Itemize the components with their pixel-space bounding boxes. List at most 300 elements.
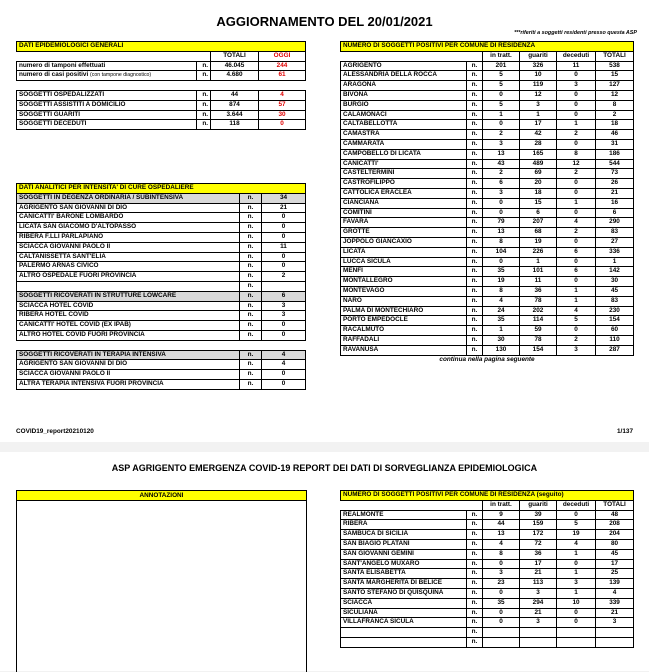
col-totali: TOTALI — [211, 51, 259, 61]
hospital-unit: n. — [240, 311, 262, 321]
general-today: 244 — [259, 61, 306, 71]
comune-total: 26 — [596, 179, 634, 189]
comune-deceased: 5 — [557, 520, 596, 530]
general-label-text: numero di tamponi effettuati — [19, 61, 106, 69]
comune-in-treatment: 0 — [483, 608, 520, 618]
comune-unit: n. — [467, 100, 483, 110]
comune-total: 4 — [596, 588, 634, 598]
general-unit: n. — [197, 90, 211, 100]
hospital-unit: n. — [240, 350, 262, 360]
comune-unit: n. — [467, 208, 483, 218]
comune-in-treatment: 104 — [483, 247, 520, 257]
comune-recovered: 119 — [520, 81, 557, 91]
comune-recovered: 3 — [520, 618, 557, 628]
general-label — [17, 120, 197, 130]
comune-unit: n. — [467, 569, 483, 579]
hospital-value: 34 — [262, 193, 306, 203]
comune-deceased: 0 — [557, 277, 596, 287]
comune-unit: n. — [467, 198, 483, 208]
hospital-unit: n. — [240, 203, 262, 213]
comune-deceased: 10 — [557, 598, 596, 608]
comune-name: CIANCIANA — [341, 198, 467, 208]
comune-in-treatment: 0 — [483, 198, 520, 208]
comune-name: NARO — [341, 296, 467, 306]
comune-in-treatment: 3 — [483, 188, 520, 198]
comune-recovered: 17 — [520, 559, 557, 569]
comune-total: 110 — [596, 335, 634, 345]
comune-unit: n. — [467, 618, 483, 628]
comune-name: SAMBUCA DI SICILIA — [341, 530, 467, 540]
comune-unit: n. — [467, 286, 483, 296]
comune-deceased: 8 — [557, 149, 596, 159]
comune-unit: n. — [467, 139, 483, 149]
comune-in-treatment: 0 — [483, 257, 520, 267]
general-row — [17, 81, 306, 91]
hospital-value: 2 — [262, 272, 306, 282]
comune-total: 8 — [596, 100, 634, 110]
comune-in-treatment: 4 — [483, 296, 520, 306]
general-row — [17, 61, 306, 71]
comune-total: 290 — [596, 218, 634, 228]
comune-unit: n. — [467, 588, 483, 598]
hospital-row — [17, 301, 306, 311]
comune-name: SAN BIAGIO PLATANI — [341, 539, 467, 549]
hospital-value: 21 — [262, 203, 306, 213]
comune-recovered: 326 — [520, 61, 557, 71]
comune-name: CASTELTERMINI — [341, 169, 467, 179]
hospital-label: ALTRO OSPEDALE FUORI PROVINCIA — [17, 272, 240, 282]
hospital-row — [17, 370, 306, 380]
comune-deceased: 2 — [557, 169, 596, 179]
hospital-label: SOGGETTI IN DEGENZA ORDINARIA / SUBINTENSIVA — [17, 193, 240, 203]
general-label-note: (con tampone diagnostico) — [90, 72, 152, 79]
hospital-unit: n. — [240, 252, 262, 262]
comune-in-treatment: 19 — [483, 277, 520, 287]
hospital-value: 0 — [262, 330, 306, 340]
comune-total: 25 — [596, 569, 634, 579]
comune-unit: n. — [467, 510, 483, 520]
comune-total: 12 — [596, 90, 634, 100]
general-unit: n. — [197, 61, 211, 71]
comune-recovered: 172 — [520, 530, 557, 540]
comune-recovered: 18 — [520, 188, 557, 198]
comune-recovered: 21 — [520, 608, 557, 618]
comune-deceased: 3 — [557, 579, 596, 589]
comune-in-treatment: 43 — [483, 159, 520, 169]
comune-total: 127 — [596, 81, 634, 91]
hospital-label: PALERMO ARNAS CIVICO — [17, 262, 240, 272]
general-label — [17, 71, 197, 81]
comune-unit: n. — [467, 326, 483, 336]
hospital-label: CALTANISSETTA SANT'ELIA — [17, 252, 240, 262]
general-header: DATI EPIDEMIOLOGICI GENERALI — [17, 42, 306, 52]
comune-deceased: 0 — [557, 208, 596, 218]
comune-deceased: 2 — [557, 130, 596, 140]
comune-name: SANTA MARGHERITA DI BELICE — [341, 579, 467, 589]
comune-unit: n. — [467, 539, 483, 549]
comune-in-treatment: 13 — [483, 228, 520, 238]
general-label-text: SOGGETTI ASSISTITI A DOMICILIO — [19, 100, 126, 108]
comune-in-treatment: 13 — [483, 149, 520, 159]
general-label-text: SOGGETTI OSPEDALIZZATI — [19, 90, 105, 98]
comune-name: VILLAFRANCA SICULA — [341, 618, 467, 628]
comune-total: 18 — [596, 120, 634, 130]
general-total: 4.680 — [211, 71, 259, 81]
comune-recovered: 12 — [520, 90, 557, 100]
comune-deceased: 0 — [557, 237, 596, 247]
comune-total: 83 — [596, 296, 634, 306]
comune-recovered: 21 — [520, 569, 557, 579]
comune-deceased: 0 — [557, 188, 596, 198]
comune-in-treatment: 35 — [483, 598, 520, 608]
comune-name: CATTOLICA ERACLEA — [341, 188, 467, 198]
general-unit: n. — [197, 120, 211, 130]
comune-unit: n. — [467, 559, 483, 569]
comune-row — [341, 218, 634, 228]
comune-in-treatment: 24 — [483, 306, 520, 316]
comune-deceased: 1 — [557, 286, 596, 296]
comune-unit: n. — [467, 628, 483, 638]
comune-row — [341, 277, 634, 287]
hospital-row — [17, 262, 306, 272]
report-page-2 — [0, 452, 649, 671]
comune-in-treatment: 0 — [483, 90, 520, 100]
comune-recovered: 68 — [520, 228, 557, 238]
comune-recovered: 28 — [520, 139, 557, 149]
comune-deceased: 1 — [557, 120, 596, 130]
hospital-unit: n. — [240, 321, 262, 331]
hospital-row — [17, 203, 306, 213]
comune-unit: n. — [467, 110, 483, 120]
comune-total — [596, 628, 634, 638]
hospital-unit: n. — [240, 291, 262, 301]
general-label-text: SOGGETTI GUARITI — [19, 110, 81, 118]
comune-total: 60 — [596, 326, 634, 336]
comune-in-treatment: 44 — [483, 520, 520, 530]
comune-deceased: 3 — [557, 81, 596, 91]
comune-total: 80 — [596, 539, 634, 549]
comune-deceased: 0 — [557, 326, 596, 336]
comune-recovered: 19 — [520, 237, 557, 247]
comuni-col-header: TOTALI — [596, 51, 634, 61]
comune-row — [341, 81, 634, 91]
comuni-col-header: in tratt. — [483, 51, 520, 61]
comune-in-treatment: 0 — [483, 208, 520, 218]
comune-name: JOPPOLO GIANCAXIO — [341, 237, 467, 247]
comune-name: LICATA — [341, 247, 467, 257]
hospital-row — [17, 232, 306, 242]
comune-in-treatment: 3 — [483, 139, 520, 149]
hospital-header: DATI ANALITICI PER INTENSITA' DI CURE OSPEDALIERE — [17, 184, 306, 194]
comune-in-treatment: 9 — [483, 510, 520, 520]
comune-unit: n. — [467, 90, 483, 100]
hospital-label — [17, 281, 240, 291]
comune-unit: n. — [467, 316, 483, 326]
hospital-row — [17, 281, 306, 291]
comuni-table-2 — [340, 490, 634, 648]
comune-recovered: 11 — [520, 277, 557, 287]
comune-unit: n. — [467, 179, 483, 189]
annotations-header: ANNOTAZIONI — [17, 491, 306, 501]
hospital-row — [17, 321, 306, 331]
comune-in-treatment: 0 — [483, 120, 520, 130]
comune-unit: n. — [467, 218, 483, 228]
comune-in-treatment: 3 — [483, 569, 520, 579]
comune-name — [341, 637, 467, 647]
comune-deceased: 3 — [557, 345, 596, 355]
comune-recovered: 114 — [520, 316, 557, 326]
comune-row — [341, 608, 634, 618]
comune-unit: n. — [467, 608, 483, 618]
comune-recovered: 154 — [520, 345, 557, 355]
comune-deceased: 0 — [557, 618, 596, 628]
comune-total: 27 — [596, 237, 634, 247]
comune-name: GROTTE — [341, 228, 467, 238]
comuni-col-header: guariti — [520, 51, 557, 61]
comune-row — [341, 71, 634, 81]
hospital-label: LICATA SAN GIACOMO D'ALTOPASSO — [17, 223, 240, 233]
comune-deceased — [557, 628, 596, 638]
comune-in-treatment: 30 — [483, 335, 520, 345]
comune-total: 16 — [596, 198, 634, 208]
comuni-table-1 — [340, 41, 634, 364]
comune-recovered: 1 — [520, 257, 557, 267]
comune-total: 208 — [596, 520, 634, 530]
hospital-row — [17, 272, 306, 282]
comune-unit: n. — [467, 598, 483, 608]
comune-deceased: 1 — [557, 296, 596, 306]
comune-name: CAMMARATA — [341, 139, 467, 149]
comune-name: MONTEVAGO — [341, 286, 467, 296]
comune-total: 544 — [596, 159, 634, 169]
comune-recovered: 165 — [520, 149, 557, 159]
hospital-value: 0 — [262, 223, 306, 233]
comune-recovered: 294 — [520, 598, 557, 608]
comune-row — [341, 286, 634, 296]
comune-name: CALTABELLOTTA — [341, 120, 467, 130]
comune-row — [341, 520, 634, 530]
general-unit: n. — [197, 71, 211, 81]
comune-row — [341, 549, 634, 559]
hospital-label: ALTRA TERAPIA INTENSIVA FUORI PROVINCIA — [17, 379, 240, 389]
comune-name: SAN GIOVANNI GEMINI — [341, 549, 467, 559]
general-label-text: SOGGETTI DECEDUTI — [19, 120, 87, 128]
comune-recovered: 78 — [520, 335, 557, 345]
comune-name: CALAMONACI — [341, 110, 467, 120]
comune-deceased: 0 — [557, 110, 596, 120]
comune-in-treatment: 8 — [483, 286, 520, 296]
hospital-value: 0 — [262, 321, 306, 331]
comuni-col-header: deceduti — [557, 51, 596, 61]
comune-row — [341, 61, 634, 71]
general-label — [17, 110, 197, 120]
comune-name: AGRIGENTO — [341, 61, 467, 71]
comune-unit: n. — [467, 228, 483, 238]
comune-recovered: 59 — [520, 326, 557, 336]
comune-in-treatment: 35 — [483, 267, 520, 277]
comune-unit: n. — [467, 61, 483, 71]
comune-deceased: 0 — [557, 257, 596, 267]
comune-name: COMITINI — [341, 208, 467, 218]
comune-unit: n. — [467, 306, 483, 316]
comune-row — [341, 326, 634, 336]
comune-row — [341, 257, 634, 267]
general-total: 44 — [211, 90, 259, 100]
hospital-value: 6 — [262, 291, 306, 301]
comune-row — [341, 618, 634, 628]
comune-name: LUCCA SICULA — [341, 257, 467, 267]
comune-in-treatment: 79 — [483, 218, 520, 228]
comune-deceased: 2 — [557, 228, 596, 238]
comune-row — [341, 598, 634, 608]
comune-row — [341, 539, 634, 549]
comune-recovered: 3 — [520, 588, 557, 598]
hospital-unit: n. — [240, 262, 262, 272]
hospital-value — [262, 281, 306, 291]
hospital-row — [17, 311, 306, 321]
comune-row — [341, 139, 634, 149]
comune-in-treatment: 1 — [483, 110, 520, 120]
comune-recovered: 17 — [520, 120, 557, 130]
general-today: 0 — [259, 120, 306, 130]
comune-deceased: 1 — [557, 588, 596, 598]
comune-name: RAFFADALI — [341, 335, 467, 345]
comune-recovered: 226 — [520, 247, 557, 257]
comune-recovered: 42 — [520, 130, 557, 140]
general-label — [17, 61, 197, 71]
general-today: 61 — [259, 71, 306, 81]
comune-name: CAMASTRA — [341, 130, 467, 140]
comune-name: REALMONTE — [341, 510, 467, 520]
page-number: 1/137 — [617, 428, 633, 435]
hospital-row — [17, 213, 306, 223]
comune-unit: n. — [467, 277, 483, 287]
comune-in-treatment: 4 — [483, 539, 520, 549]
comune-row — [341, 510, 634, 520]
comune-name: RAVANUSA — [341, 345, 467, 355]
comune-total: 154 — [596, 316, 634, 326]
comune-row — [341, 530, 634, 540]
comune-deceased: 0 — [557, 71, 596, 81]
hospital-unit: n. — [240, 370, 262, 380]
comune-name: BIVONA — [341, 90, 467, 100]
comune-deceased: 19 — [557, 530, 596, 540]
comune-in-treatment: 2 — [483, 169, 520, 179]
comune-row — [341, 110, 634, 120]
hospital-label: SCIACCA HOTEL COVID — [17, 301, 240, 311]
comune-row — [341, 198, 634, 208]
comune-deceased: 6 — [557, 247, 596, 257]
hospital-group-row — [17, 291, 306, 301]
comune-recovered: 15 — [520, 198, 557, 208]
general-today: 4 — [259, 90, 306, 100]
comune-total: 204 — [596, 530, 634, 540]
comune-total: 538 — [596, 61, 634, 71]
hospital-group-row — [17, 350, 306, 360]
hospital-row — [17, 252, 306, 262]
comune-name: SICULIANA — [341, 608, 467, 618]
hospital-unit: n. — [240, 213, 262, 223]
comune-name: SCIACCA — [341, 598, 467, 608]
comune-total: 30 — [596, 277, 634, 287]
comune-name: SANT'ANGELO MUXARO — [341, 559, 467, 569]
residents-note: ***riferiti a soggetti residenti presso questa ASP — [514, 30, 637, 36]
comune-row — [341, 306, 634, 316]
report-filename: COVID19_report20210120 — [16, 428, 94, 435]
comune-unit: n. — [467, 520, 483, 530]
hospital-label: CANICATTI' HOTEL COVID (EX IPAB) — [17, 321, 240, 331]
continua-note: continua nella pagina seguente — [439, 355, 535, 363]
comune-name — [341, 628, 467, 638]
hospital-unit: n. — [240, 301, 262, 311]
hospital-data-table — [16, 183, 306, 390]
hospital-value: 0 — [262, 262, 306, 272]
comune-name: FAVARA — [341, 218, 467, 228]
comune-deceased: 4 — [557, 218, 596, 228]
comune-in-treatment — [483, 628, 520, 638]
comune-total: 73 — [596, 169, 634, 179]
hospital-value: 4 — [262, 350, 306, 360]
comune-total: 1 — [596, 257, 634, 267]
comune-in-treatment: 8 — [483, 549, 520, 559]
hospital-label: CANICATTI' BARONE LOMBARDO — [17, 213, 240, 223]
continua-row — [341, 355, 634, 364]
col-oggi: OGGI — [259, 51, 306, 61]
comuni-col-header: TOTALI — [596, 500, 634, 510]
comune-deceased: 4 — [557, 306, 596, 316]
comune-name: CANICATTI' — [341, 159, 467, 169]
comune-row — [341, 120, 634, 130]
comune-name: MENFI — [341, 267, 467, 277]
comune-row — [341, 569, 634, 579]
comune-row — [341, 90, 634, 100]
comune-unit: n. — [467, 345, 483, 355]
comune-in-treatment: 130 — [483, 345, 520, 355]
hospital-label: RIBERA F.LLI PARLAPIANO — [17, 232, 240, 242]
hospital-label: SCIACCA GIOVANNI PAOLO II — [17, 242, 240, 252]
comune-total: 21 — [596, 608, 634, 618]
comune-row — [341, 247, 634, 257]
hospital-row — [17, 340, 306, 350]
comune-recovered: 20 — [520, 179, 557, 189]
comune-unit: n. — [467, 296, 483, 306]
hospital-group-row — [17, 193, 306, 203]
hospital-row — [17, 223, 306, 233]
general-today: 57 — [259, 100, 306, 110]
comune-name: RACALMUTO — [341, 326, 467, 336]
comune-row — [341, 169, 634, 179]
general-total: 118 — [211, 120, 259, 130]
page-title: AGGIORNAMENTO DEL 20/01/2021 — [216, 14, 433, 29]
hospital-unit: n. — [240, 360, 262, 370]
comune-deceased: 0 — [557, 559, 596, 569]
comune-name: CASTROFILIPPO — [341, 179, 467, 189]
hospital-unit: n. — [240, 379, 262, 389]
comune-deceased: 11 — [557, 61, 596, 71]
comune-row — [341, 130, 634, 140]
comune-row — [341, 588, 634, 598]
comune-recovered: 3 — [520, 100, 557, 110]
comune-name: BURGIO — [341, 100, 467, 110]
general-total: 3.644 — [211, 110, 259, 120]
hospital-label: SOGGETTI RICOVERATI IN TERAPIA INTENSIVA — [17, 350, 240, 360]
comune-unit: n. — [467, 549, 483, 559]
general-label-text: numero di casi positivi — [19, 71, 89, 79]
hospital-value: 4 — [262, 360, 306, 370]
comune-unit: n. — [467, 130, 483, 140]
comune-recovered: 10 — [520, 71, 557, 81]
general-row — [17, 71, 306, 81]
